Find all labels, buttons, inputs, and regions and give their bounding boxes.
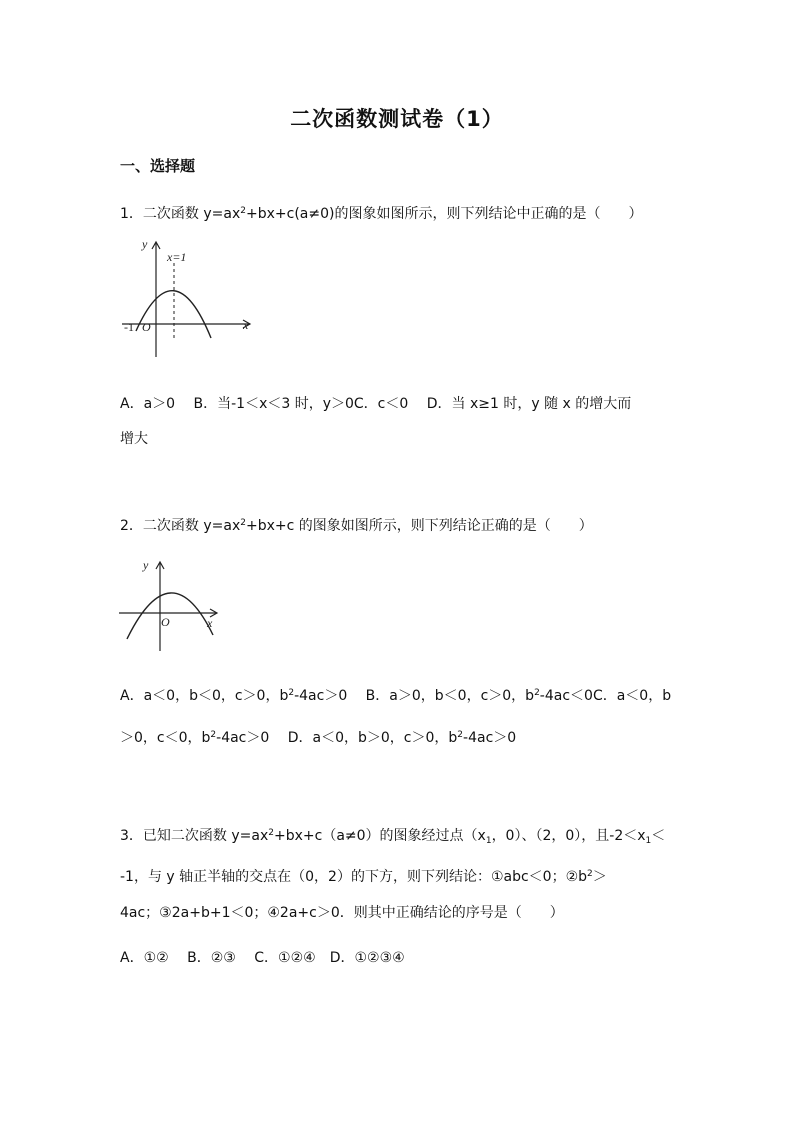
q2-opt1-b: -4ac＞0 B．a＞0，b＜0，c＞0，b [294,688,535,704]
q1-stem-sup: 2 [240,206,246,216]
section-heading: 一、选择题 [120,157,196,175]
q2-x-label: x [207,616,213,630]
q2-y-label: y [143,558,149,572]
q2-parabola [127,593,213,639]
q2-sq-2: 2 [534,688,540,698]
q2-opt2-c: -4ac＞0 [463,730,517,746]
q2-options-line1 [120,685,671,705]
question-2-graph [115,553,225,655]
q3-l1-c: ，0）、（2，0），且-2＜x [491,828,646,844]
q3-l1-a: 3．已知二次函数 y=ax [120,828,269,844]
q3-sq-1: 2 [268,828,274,838]
question-1-stem [120,203,642,223]
question-1-graph [118,235,258,365]
q1-axis-line-label: x=1 [167,250,187,264]
q2-origin-label: O [161,615,170,629]
q2-sq-3: 2 [210,730,217,740]
q2-options-line2 [120,727,516,747]
q2-stem-pre: 2．二次函数 y=ax [120,518,241,534]
q2-sq-1: 2 [288,688,295,698]
q1-options-line2: 增大 [120,431,148,447]
q1-y-label: y [142,237,148,251]
q3-sq-2: 2 [587,869,593,879]
q2-sq-4: 2 [457,730,464,740]
q3-options: A．①② B．②③ C．①②④ D．①②③④ [120,950,405,966]
q1-stem-pre: 1．二次函数 y=ax [120,206,241,222]
question-3-line3: 4ac；③2a+b+1＜0；④2a+c＞0．则其中正确结论的序号是（ ） [120,905,564,921]
q1-minus-one-label: -1 [124,320,134,334]
q2-opt2-b: -4ac＞0 D．a＜0，b＞0，c＞0，b [216,730,458,746]
q3-l2-b: ＞ [592,869,607,885]
q1-stem-post: +bx+c(a≠0)的图象如图所示，则下列结论中正确的是（ ） [245,206,643,222]
question-3-line2 [120,866,607,886]
q3-l1-b: +bx+c（a≠0）的图象经过点（x [273,828,486,844]
q3-sub-2: 1 [645,836,652,846]
q1-origin-label: O [142,320,151,334]
q3-sub-1: 1 [485,836,492,846]
q2-opt1-c: -4ac＜0C．a＜0，b [539,688,672,704]
question-2-stem [120,515,593,535]
question-3-line1 [120,825,665,845]
q2-stem-post: +bx+c 的图象如图所示，则下列结论正确的是（ ） [245,518,593,534]
q1-options-line1: A．a＞0 B．当-1＜x＜3 时，y＞0C．c＜0 D．当 x≥1 时，y 随 x 的增大而 [120,396,632,412]
q1-x-label: x [243,318,249,332]
q2-stem-sup: 2 [240,518,246,528]
q3-l1-d: ＜ [651,828,666,844]
q2-opt2-a: ＞0，c＜0，b [120,730,211,746]
q2-opt1-a: A．a＜0，b＜0，c＞0，b [120,688,289,704]
q3-l2-a: -1，与 y 轴正半轴的交点在（0，2）的下方，则下列结论：①abc＜0；②b [120,869,588,885]
page-title: 二次函数测试卷（1） [290,107,504,131]
